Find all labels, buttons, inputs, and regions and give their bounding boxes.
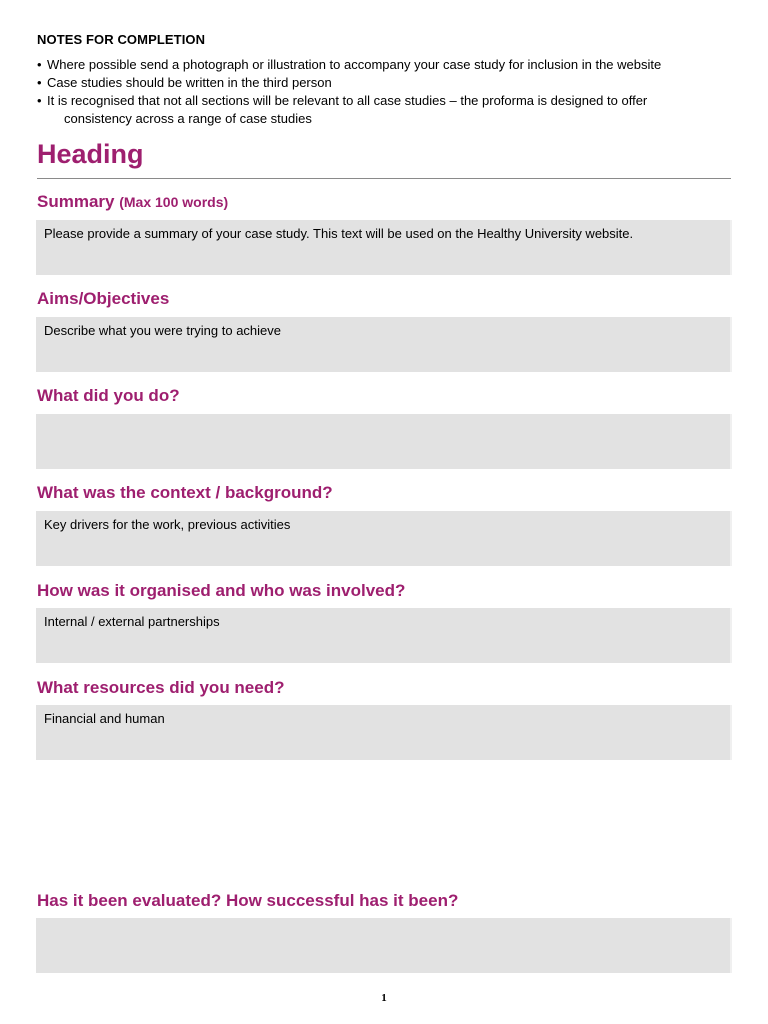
resources-field[interactable] [36, 705, 732, 760]
field-hint-text: Describe what you were trying to achieve [44, 323, 282, 338]
notes-title: NOTES FOR COMPLETION [37, 32, 206, 47]
heading-divider [37, 178, 731, 179]
section-title-organisation: How was it organised and who was involved? [37, 581, 406, 600]
document-heading: Heading [37, 139, 144, 169]
section-title-what-did-you-do: What did you do? [37, 386, 180, 405]
field-hint-text: Internal / external partnerships [44, 614, 220, 629]
section-title-evaluation: Has it been evaluated? How successful has it been? [37, 891, 459, 910]
organisation-field[interactable] [36, 608, 732, 663]
context-field[interactable] [36, 511, 732, 566]
notes-item-text: It is recognised that not all sections will be relevant to all case studies – the proforma is designed to offer [47, 93, 648, 108]
section-title-context: What was the context / background? [37, 483, 333, 502]
bullet-icon: • [37, 57, 42, 72]
what-did-you-do-field[interactable] [36, 414, 732, 469]
aims-field[interactable] [36, 317, 732, 372]
page-number: 1 [381, 992, 387, 1004]
notes-item [37, 56, 737, 74]
section-title-summary [37, 192, 228, 212]
evaluation-field[interactable] [36, 918, 732, 973]
section-title-note: (Max 100 words) [119, 194, 229, 210]
notes-item-text: Where possible send a photograph or illustration to accompany your case study for inclusion in the website [47, 57, 662, 72]
summary-field[interactable] [36, 220, 732, 275]
field-hint-text: Key drivers for the work, previous activities [44, 517, 291, 532]
section-title-aims: Aims/Objectives [37, 289, 170, 308]
notes-item-continuation: consistency across a range of case studies [64, 111, 312, 126]
notes-item [37, 74, 737, 92]
notes-item [37, 92, 737, 128]
section-title-resources: What resources did you need? [37, 678, 285, 697]
field-hint-text: Please provide a summary of your case study. This text will be used on the Healthy University website. [44, 226, 634, 241]
bullet-icon: • [37, 75, 42, 90]
field-hint-text: Financial and human [44, 711, 165, 726]
section-title-text: Summary [37, 192, 115, 211]
notes-list [37, 56, 737, 128]
notes-item-text: Case studies should be written in the third person [47, 75, 332, 90]
bullet-icon: • [37, 93, 42, 108]
